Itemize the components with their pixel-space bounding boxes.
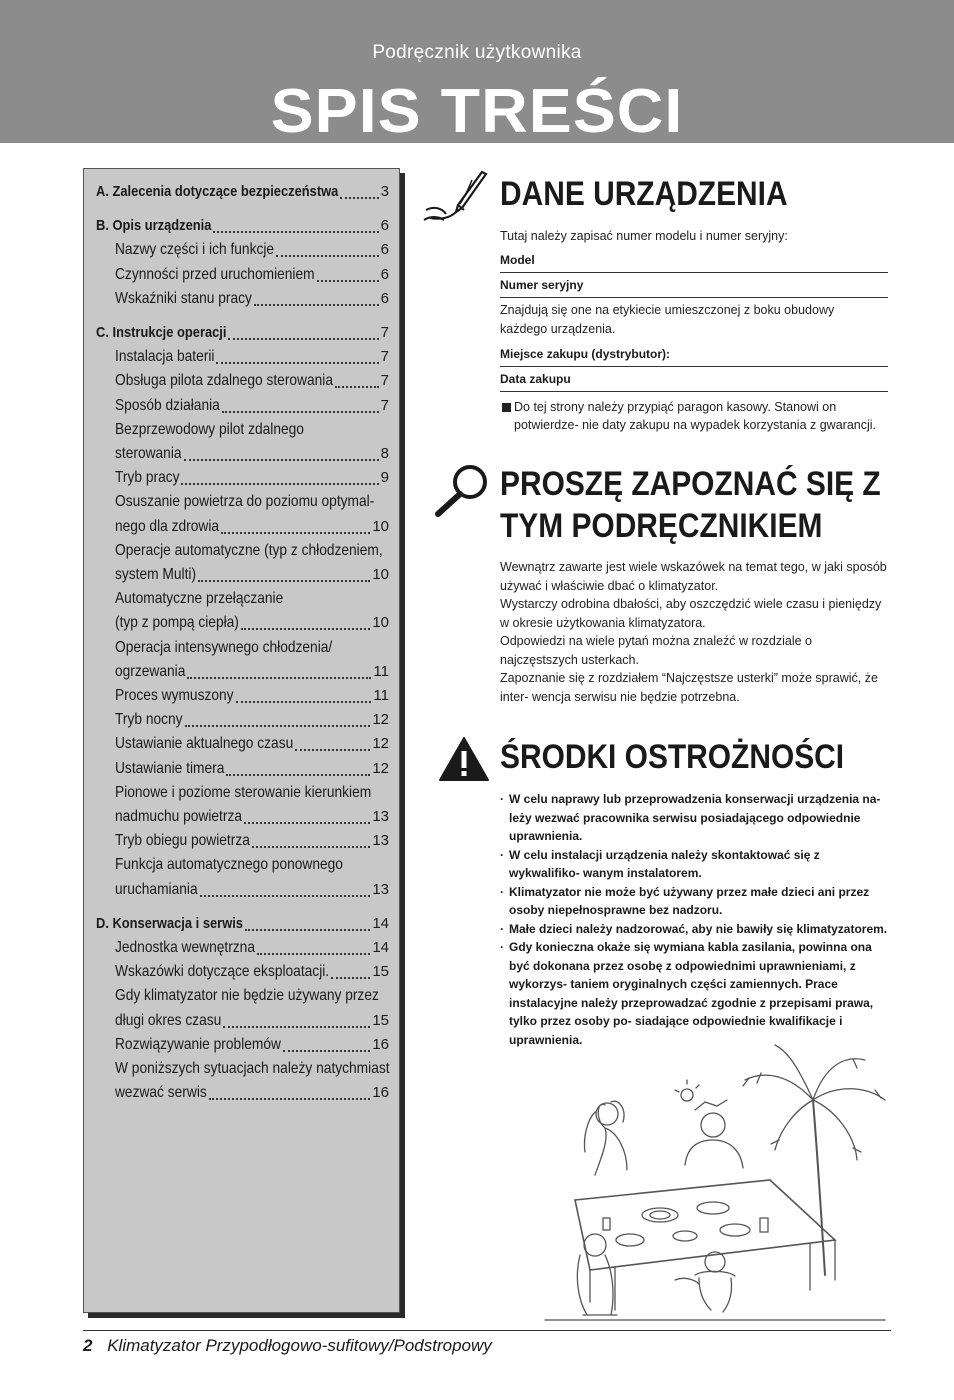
receipt-note-text: Do tej strony należy przypiąć paragon kasowy. Stanowi on potwierdze- nie daty zakupu na wypadek korzystania z gwarancji. — [514, 400, 876, 432]
toc-item-label: Wskazówki dotyczące eksploatacji. — [115, 961, 329, 983]
toc-item[interactable] — [84, 540, 401, 562]
purchase-date-field: Data zakupu — [500, 370, 888, 392]
toc-item[interactable] — [84, 854, 401, 876]
toc-item[interactable] — [84, 239, 401, 261]
receipt-note — [500, 398, 892, 434]
toc-item[interactable] — [84, 985, 401, 1007]
toc-section[interactable] — [84, 215, 401, 237]
toc-item[interactable] — [84, 758, 401, 780]
toc-item-label: Gdy klimatyzator nie będzie używany przez — [115, 985, 379, 1007]
footer-title: Klimatyzator Przypodłogowo-sufitowy/Podstropowy — [107, 1336, 492, 1355]
toc-section-label: A. Zalecenia dotyczące bezpieczeństwa — [96, 181, 338, 203]
toc-page-number: 15 — [371, 961, 389, 983]
toc-item-label: Sposób działania — [115, 395, 220, 417]
read-manual-p3: Odpowiedzi na wiele pytań można znaleźć w rozdziale o najczęstszych usterkach. — [500, 634, 812, 667]
toc-page-number: 11 — [372, 661, 389, 683]
toc-page-number: 7 — [380, 370, 389, 392]
toc-item[interactable] — [84, 443, 401, 465]
toc-dot-leader — [216, 350, 378, 364]
toc-item-label: Tryb obiegu powietrza — [115, 830, 250, 852]
toc-dot-leader — [181, 471, 378, 485]
precautions-title: ŚRODKI OSTROŻNOŚCI — [500, 738, 845, 776]
toc-dot-leader — [221, 520, 370, 534]
toc-dot-leader — [209, 1086, 371, 1100]
toc-item[interactable] — [84, 961, 401, 983]
toc-item[interactable] — [84, 564, 401, 586]
toc-item-label: system Multi) — [115, 564, 196, 586]
toc-item[interactable] — [84, 879, 401, 901]
read-manual-title-line2: TYM PODRĘCZNIKIEM — [500, 507, 823, 545]
precaution-item: · Gdy konieczna okaże się wymiana kabla zasilania, powinna ona być dokonana przez osobę z odpowiednimi uprawnieniami, z wykorzys- taniem oryginalnych części zamiennych. Prace instalacyjne należy przeprowadzać zgodnie z przepisami prawa, tylko przez osoby po- siadające odpowiednie kwalifikacje i uprawnienia. — [500, 938, 892, 1049]
footer-rule — [83, 1330, 891, 1331]
toc-item[interactable] — [84, 419, 401, 441]
dealer-field: Miejsce zakupu (dystrybutor): — [500, 345, 888, 367]
toc-dot-leader — [254, 292, 379, 306]
page-number: 2 — [83, 1336, 93, 1355]
toc-item-label: Nazwy części i ich funkcje — [115, 239, 274, 261]
toc-page-number: 7 — [380, 322, 389, 344]
model-field: Model — [500, 251, 888, 273]
toc-item-label: uruchamiania — [115, 879, 198, 901]
toc-page-number: 13 — [371, 879, 389, 901]
toc-dot-leader — [317, 268, 379, 282]
toc-dot-leader — [200, 883, 371, 897]
toc-item-label: Bezprzewodowy pilot zdalnego — [115, 419, 304, 441]
toc-section[interactable] — [84, 181, 401, 203]
toc-dot-leader — [340, 185, 378, 199]
device-data-intro: Tutaj należy zapisać numer modelu i numer seryjny: — [500, 229, 788, 243]
toc-item[interactable] — [84, 1034, 401, 1056]
read-manual-title-line1: PROSZĘ ZAPOZNAĆ SIĘ Z — [500, 465, 881, 503]
precautions-list — [500, 790, 892, 1049]
toc-item-label: długi okres czasu — [115, 1010, 221, 1032]
toc-dot-leader — [252, 834, 370, 848]
toc-item[interactable] — [84, 1058, 401, 1080]
toc-item[interactable] — [84, 491, 401, 513]
toc-page-number: 10 — [371, 564, 389, 586]
precaution-item: · W celu naprawy lub przeprowadzenia konserwacji urządzenia na- leży wezwać pracownika serwisu posiadającego odpowiednie uprawnienia. — [500, 790, 892, 846]
page-header — [0, 0, 954, 146]
toc-page-number: 6 — [380, 215, 389, 237]
toc-dot-leader — [331, 965, 370, 979]
toc-item[interactable] — [84, 733, 401, 755]
toc-dot-leader — [226, 762, 370, 776]
toc-item[interactable] — [84, 395, 401, 417]
toc-page-number: 15 — [371, 1010, 389, 1032]
toc-page-number: 10 — [371, 612, 389, 634]
label-location-note: Znajdują się one na etykiecie umieszczonej z boku obudowy każdego urządzenia. — [500, 303, 835, 336]
toc-dot-leader — [187, 665, 371, 679]
toc-item-label: Osuszanie powietrza do poziomu optymal- — [115, 491, 374, 513]
toc-item-label: Operacje automatyczne (typ z chłodzeniem, — [115, 540, 383, 562]
toc-item[interactable] — [84, 346, 401, 368]
toc-page-number: 6 — [380, 239, 389, 261]
toc-item-label: Obsługa pilota zdalnego sterowania — [115, 370, 333, 392]
read-manual-p1: Wewnątrz zawarte jest wiele wskazówek na temat tego, w jaki sposób używać i właściwie dbać o klimatyzator. — [500, 560, 887, 593]
toc-item[interactable] — [84, 1010, 401, 1032]
toc-dot-leader — [198, 568, 370, 582]
toc-item-label: nadmuchu powietrza — [115, 806, 242, 828]
toc-dot-leader — [222, 399, 379, 413]
toc-item-label: nego dla zdrowia — [115, 516, 219, 538]
toc-item-label: Rozwiązywanie problemów — [115, 1034, 281, 1056]
toc-item-label: (typ z pompą ciepła) — [115, 612, 239, 634]
toc-page-number: 7 — [380, 395, 389, 417]
precaution-item: · W celu instalacji urządzenia należy skontaktować się z wykwalifiko- wanym instalatorem. — [500, 846, 892, 883]
pen-icon — [420, 170, 492, 226]
toc-item[interactable] — [84, 516, 401, 538]
toc-item-label: Wskaźniki stanu pracy — [115, 288, 252, 310]
toc-dot-leader — [184, 447, 379, 461]
toc-dot-leader — [244, 810, 370, 824]
toc-item[interactable] — [84, 709, 401, 731]
magnifier-icon — [432, 462, 494, 520]
toc-item-label: Instalacja baterii — [115, 346, 214, 368]
toc-item-label: Proces wymuszony — [115, 685, 234, 707]
read-manual-p2: Wystarczy odrobina dbałości, aby oszczędzić wiele czasu i pieniędzy w okresie użytkowania klimatyzatora. — [500, 597, 882, 630]
toc-dot-leader — [245, 917, 370, 931]
toc-section[interactable] — [84, 913, 401, 935]
toc-item-label: wezwać serwis — [115, 1082, 207, 1104]
toc-item[interactable] — [84, 830, 401, 852]
square-bullet-icon — [502, 403, 511, 412]
toc-page-number: 3 — [380, 181, 389, 203]
toc-item[interactable] — [84, 370, 401, 392]
toc-item-label: Ustawianie aktualnego czasu — [115, 733, 293, 755]
toc-page-number: 10 — [371, 516, 389, 538]
toc-page-number: 13 — [371, 806, 389, 828]
toc-page-number: 12 — [371, 733, 389, 755]
table-of-contents — [83, 168, 400, 1313]
toc-item[interactable] — [84, 1082, 401, 1104]
toc-item[interactable] — [84, 637, 401, 659]
toc-item[interactable] — [84, 467, 401, 489]
toc-item-label: Czynności przed uruchomieniem — [115, 264, 315, 286]
serial-number-field: Numer seryjny — [500, 276, 888, 298]
toc-section-label: D. Konserwacja i serwis — [96, 913, 243, 935]
toc-dot-leader — [213, 219, 378, 233]
toc-item-label: ogrzewania — [115, 661, 185, 683]
toc-page-number: 8 — [380, 443, 389, 465]
toc-dot-leader — [228, 326, 378, 340]
toc-item[interactable] — [84, 661, 401, 683]
toc-item-label: Funkcja automatycznego ponownego — [115, 854, 343, 876]
toc-page-number: 11 — [372, 685, 389, 707]
toc-item-label: W poniższych sytuacjach należy natychmiast — [115, 1058, 390, 1080]
toc-page-number: 12 — [371, 709, 389, 731]
toc-section[interactable] — [84, 322, 401, 344]
device-data-title: DANE URZĄDZENIA — [500, 175, 788, 213]
toc-item-label: Jednostka wewnętrzna — [115, 937, 255, 959]
toc-dot-leader — [223, 1014, 370, 1028]
toc-dot-leader — [335, 374, 379, 388]
toc-page-number: 6 — [380, 288, 389, 310]
toc-item-label: Tryb nocny — [115, 709, 183, 731]
page-footer — [83, 1336, 492, 1356]
toc-item[interactable] — [84, 685, 401, 707]
toc-item[interactable] — [84, 264, 401, 286]
manual-subtitle: Podręcznik użytkownika — [372, 42, 582, 63]
toc-page-number: 13 — [371, 830, 389, 852]
toc-item[interactable] — [84, 588, 401, 610]
toc-item[interactable] — [84, 806, 401, 828]
toc-page-number: 16 — [371, 1034, 389, 1056]
toc-dot-leader — [276, 243, 379, 257]
toc-page-number: 12 — [371, 758, 389, 780]
toc-item[interactable] — [84, 937, 401, 959]
toc-dot-leader — [257, 941, 370, 955]
toc-item[interactable] — [84, 288, 401, 310]
toc-section-label: B. Opis urządzenia — [96, 215, 211, 237]
toc-dot-leader — [185, 713, 371, 727]
toc-item[interactable] — [84, 612, 401, 634]
toc-dot-leader — [283, 1038, 370, 1052]
toc-item[interactable] — [84, 782, 401, 804]
toc-page-number: 14 — [371, 937, 389, 959]
toc-item-label: Automatyczne przełączanie — [115, 588, 283, 610]
read-manual-p4: Zapoznanie się z rozdziałem “Najczęstsze usterki” może sprawić, że inter- wencja serwisu nie będzie potrzebna. — [500, 671, 878, 704]
toc-dot-leader — [295, 737, 370, 751]
family-picnic-illustration — [535, 1040, 895, 1325]
toc-page-number: 9 — [380, 467, 389, 489]
read-manual-body — [500, 558, 892, 706]
toc-item-label: Operacja intensywnego chłodzenia/ — [115, 637, 332, 659]
toc-dot-leader — [241, 616, 370, 630]
toc-section-label: C. Instrukcje operacji — [96, 322, 226, 344]
toc-item-label: Tryb pracy — [115, 467, 179, 489]
warning-icon — [438, 736, 490, 782]
page-title: SPIS TREŚCI — [270, 77, 684, 146]
toc-item-label: sterowania — [115, 443, 182, 465]
toc-item-label: Ustawianie timera — [115, 758, 224, 780]
toc-item-label: Pionowe i poziome sterowanie kierunkiem — [115, 782, 371, 804]
toc-page-number: 14 — [371, 913, 389, 935]
toc-page-number: 16 — [371, 1082, 389, 1104]
precaution-item: · Małe dzieci należy nadzorować, aby nie bawiły się klimatyzatorem. — [500, 920, 892, 939]
toc-dot-leader — [236, 689, 372, 703]
toc-page-number: 7 — [380, 346, 389, 368]
toc-page-number: 6 — [380, 264, 389, 286]
precaution-item: · Klimatyzator nie może być używany przez małe dzieci ani przez osoby niepełnosprawne bez nadzoru. — [500, 883, 892, 920]
